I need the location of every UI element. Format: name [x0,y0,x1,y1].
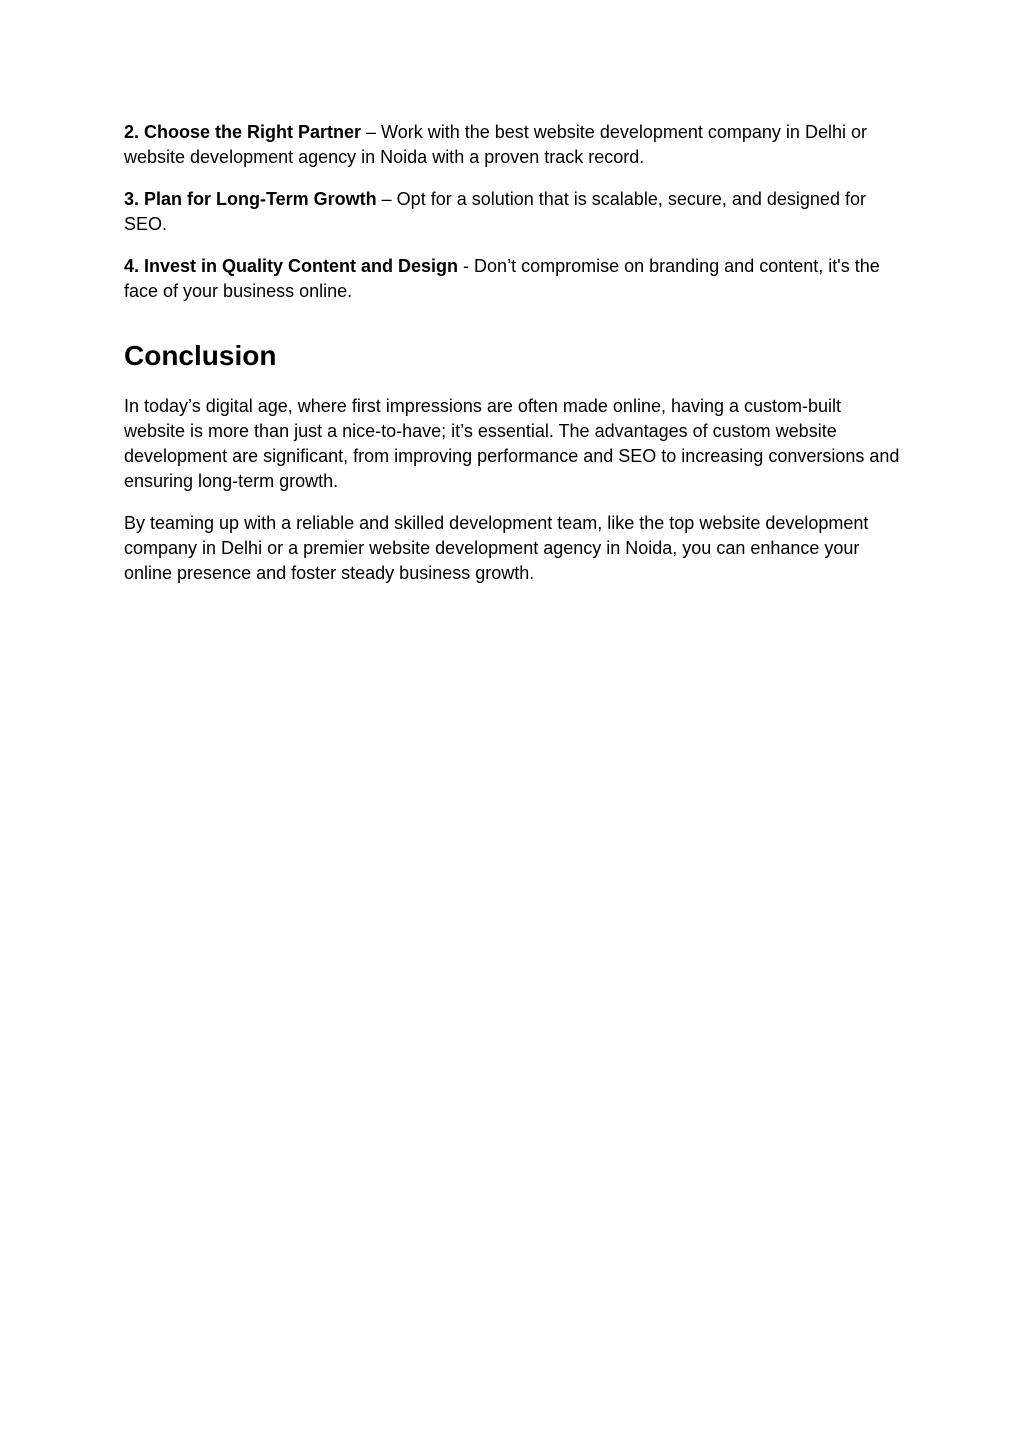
list-item-text: – Work with the best website development company in Delhi or website development agency in Noida with a proven track record. [124,122,867,167]
list-item-title: 2. Choose the Right Partner [124,122,362,142]
list-item-title: 3. Plan for Long-Term Growth [124,189,377,209]
conclusion-heading: Conclusion [124,340,277,371]
list-item-title: 4. Invest in Quality Content and Design [124,256,459,276]
conclusion-paragraph: By teaming up with a reliable and skilled development team, like the top website development company in Delhi or a premier website development agency in Noida, you can enhance your online presence and foster steady business growth. [124,513,869,583]
list-item-invest-quality [124,254,900,304]
list-item-choose-partner [124,120,900,170]
list-item-text: – Opt for a solution that is scalable, secure, and designed for SEO. [124,189,866,234]
list-item-text: - Don’t compromise on branding and content, it's the face of your business online. [124,256,880,301]
conclusion-paragraph: In today’s digital age, where first impressions are often made online, having a custom-built website is more than just a nice-to-have; it’s essential. The advantages of custom website development are significant, from improving performance and SEO to increasing conversions and ensuring long-term growth. [124,396,900,491]
list-item-plan-growth [124,187,900,237]
document-page [124,120,900,603]
